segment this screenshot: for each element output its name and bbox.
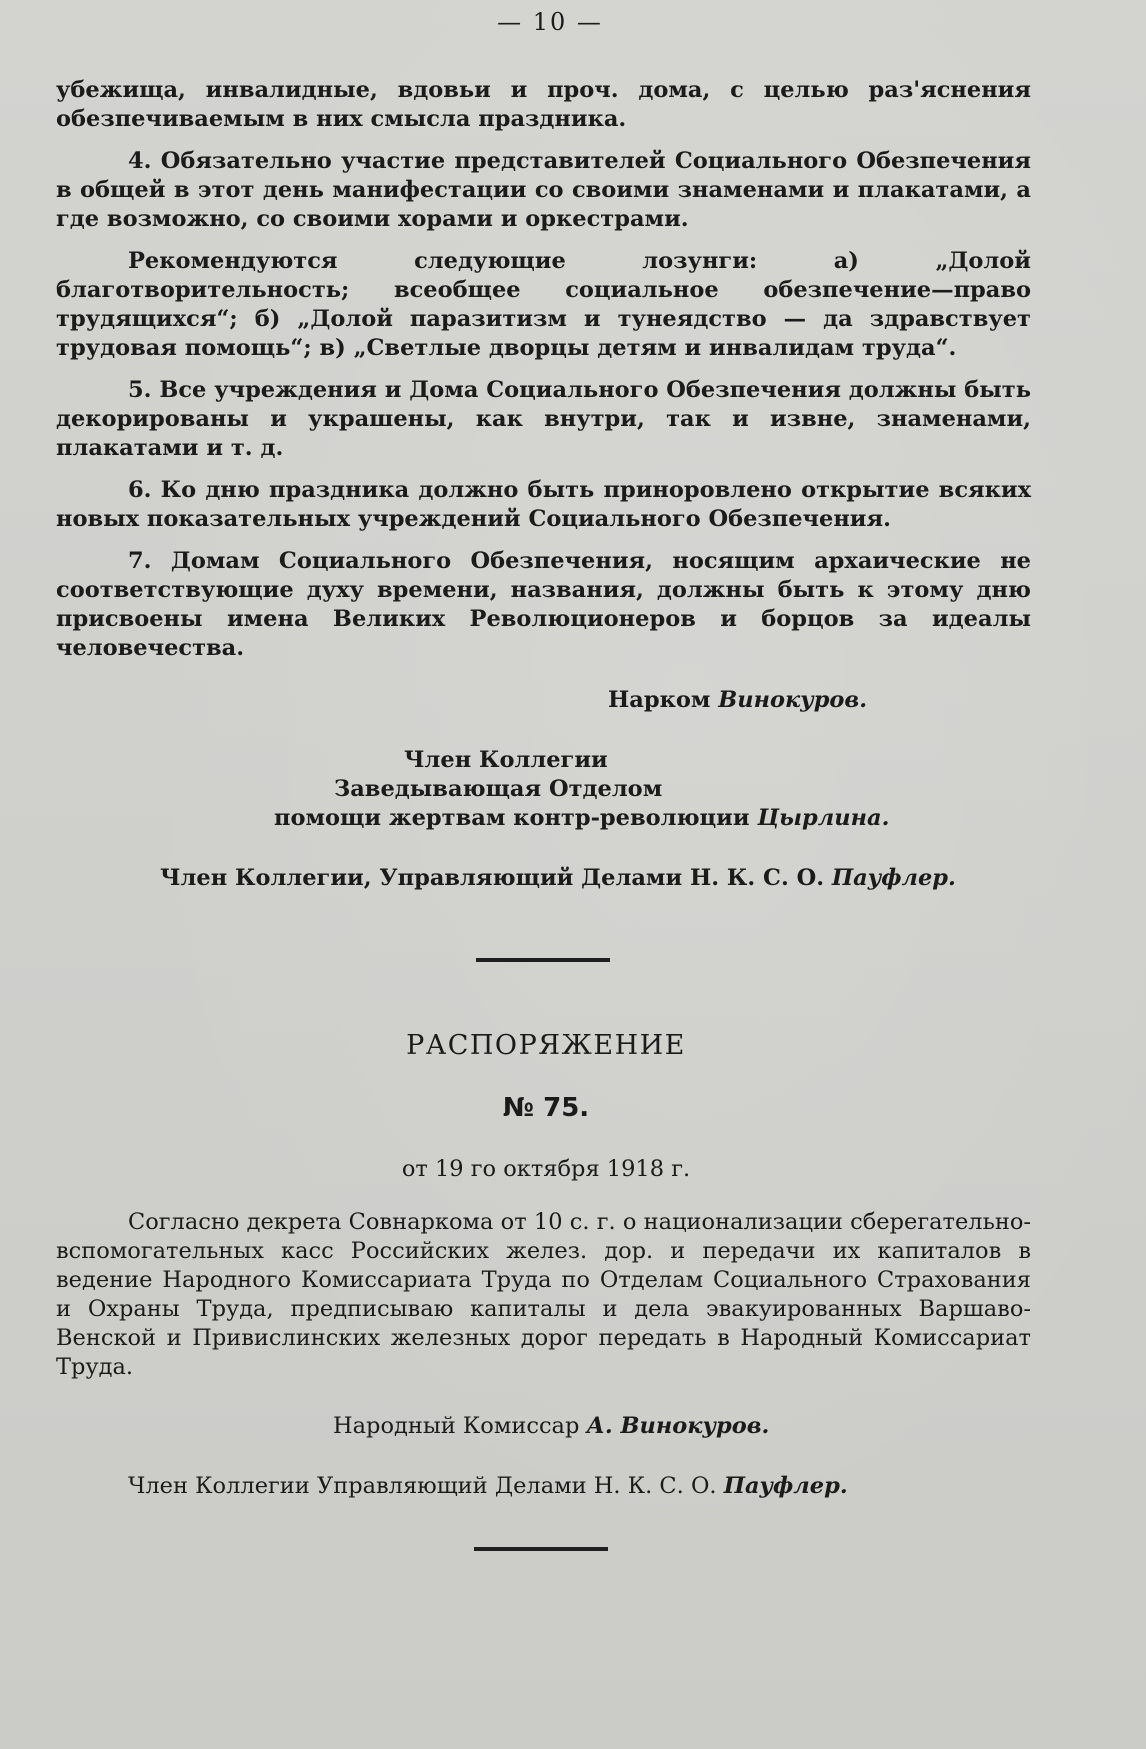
paragraph-slogans: Рекомендуются следующие лозунги: а) „Долой благотворительность; всеобщее социальное обезпечение—право трудящихся“; б) „Долой паразитизм и тунеядство — да здравствует трудовая помощь“; в) „Светлые дворцы детям и инвалидам труда“. xyxy=(56,248,1031,361)
signature-commissar-title: Народный Комиссар xyxy=(333,1413,580,1439)
order-text: Согласно декрета Совнаркома от 10 с. г. о национализации сберегательно-вспомогательных касс Российских желез. дор. и передачи их капиталов в ведение Народного Комиссариата Труда по Отделам Социального Страхования и Охраны Труда, предписываю капиталы и дела эвакуированных Варшаво-Венской и Привислинских железных дорог передать в Народный Комиссариат Труда. xyxy=(56,1209,1031,1380)
signature-member-dept: помощи жертвам контр-революции xyxy=(274,805,750,831)
page-number: — 10 — xyxy=(497,8,603,36)
paragraph-item-4: 4. Обязательно участие представителей Социального Обезпечения в общей в этот день манифестации со своими знаменами и плакатами, а где возможно, со своими хорами и оркестрами. xyxy=(56,148,1031,232)
signature-narkom-title: Нарком xyxy=(608,687,711,713)
section1-body xyxy=(56,76,1031,676)
paragraph-item-7: 7. Домам Социального Обезпечения, носящим архаические не соответствующие духу времени, названия, должны быть к этому дню присвоены имена Великих Революционеров и борцов за идеалы человечества. xyxy=(56,548,1031,661)
signature-order-manager-name: Пауфлер. xyxy=(723,1473,848,1499)
signature-member-line1: Член Коллегии xyxy=(404,747,608,773)
signature-narkom-name: Винокуров. xyxy=(718,687,868,713)
signature-commissar xyxy=(333,1412,769,1441)
order-date: от 19 го октября 1918 г. xyxy=(401,1156,691,1182)
signature-manager xyxy=(160,864,956,893)
signature-manager-name: Пауфлер. xyxy=(831,865,956,891)
signature-order-manager xyxy=(128,1472,848,1501)
order-heading: РАСПОРЯЖЕНИЕ xyxy=(406,1030,686,1061)
paragraph-item-6: 6. Ко дню праздника должно быть приноровлено открытие всяких новых показательных учреждений Социального Обезпечения. xyxy=(56,477,1031,532)
paragraph-continuation: убежища, инвалидные, вдовьи и проч. дома, с целью раз'яснения обезпечиваемым в них смысла праздника. xyxy=(56,77,1031,132)
signature-commissar-name: А. Винокуров. xyxy=(586,1413,770,1439)
paragraph-item-5: 5. Все учреждения и Дома Социального Обезпечения должны быть декорированы и украшены, как внутри, так и извне, знаменами, плакатами и т. д. xyxy=(56,377,1031,461)
signature-member-line2: Заведывающая Отделом xyxy=(334,776,663,802)
signature-narkom xyxy=(608,686,867,715)
signature-order-manager-title: Член Коллегии Управляющий Делами Н. К. С. О. xyxy=(128,1473,717,1499)
order-number: № 75. xyxy=(502,1093,590,1123)
divider-rule xyxy=(476,958,610,962)
signature-manager-title: Член Коллегии, Управляющий Делами Н. К. С. О. xyxy=(160,865,825,891)
divider-rule-bottom xyxy=(474,1547,608,1551)
signature-member-name: Цырлина. xyxy=(757,805,890,831)
signature-member-line3 xyxy=(274,804,889,833)
